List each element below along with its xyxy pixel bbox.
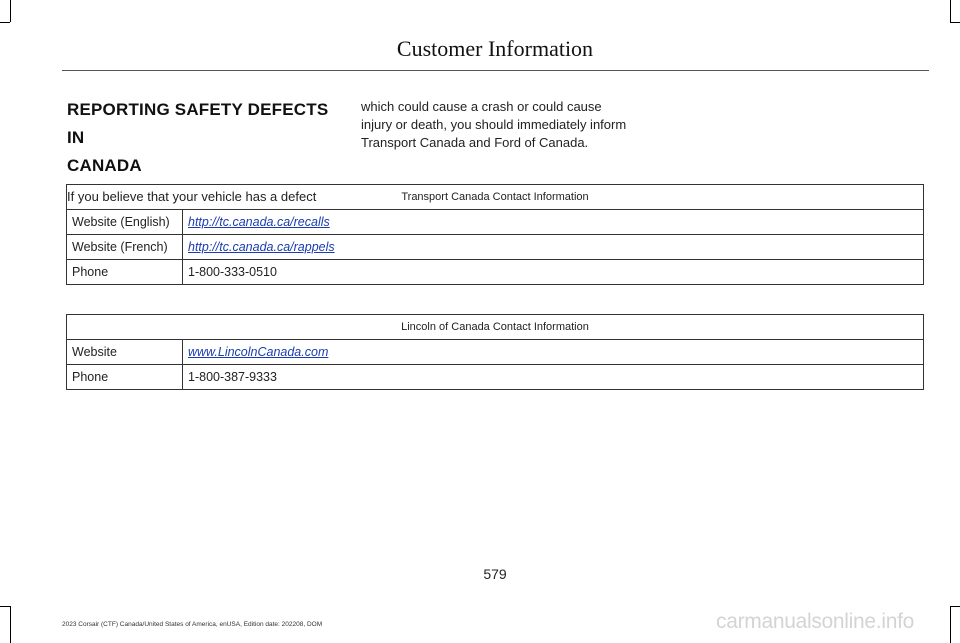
footer-edition-info: 2023 Corsair (CTF) Canada/United States of America, enUSA, Edition date: 202208, DOM: [62, 621, 323, 628]
lincoln-website-link[interactable]: www.LincolnCanada.com: [188, 345, 329, 359]
table-title: Transport Canada Contact Information: [67, 185, 924, 210]
transport-canada-table: [66, 184, 924, 285]
header-divider: [62, 70, 929, 71]
row-label: Phone: [67, 260, 183, 285]
row-label: Website (English): [67, 210, 183, 235]
crop-mark: [950, 606, 951, 643]
row-value: [183, 210, 924, 235]
lincoln-canada-table: [66, 314, 924, 390]
row-label: Phone: [67, 365, 183, 390]
page-number: 579: [483, 566, 507, 582]
rappels-link[interactable]: http://tc.canada.ca/rappels: [188, 240, 335, 254]
right-column: [361, 98, 629, 152]
row-value: [183, 340, 924, 365]
crop-mark: [950, 0, 951, 22]
row-value: 1-800-387-9333: [183, 365, 924, 390]
crop-mark: [0, 606, 10, 607]
watermark: carmanualsonline.info: [716, 610, 914, 633]
row-label: Website: [67, 340, 183, 365]
row-label: Website (French): [67, 235, 183, 260]
page-header-title: Customer Information: [396, 36, 594, 61]
table-title: Lincoln of Canada Contact Information: [67, 315, 924, 340]
section-heading-line2: CANADA: [67, 156, 142, 175]
table-row: [67, 340, 924, 365]
paragraph-left: If you believe that your vehicle has a defect: [67, 189, 317, 204]
table-row: [67, 260, 924, 285]
paragraph-right: which could cause a crash or could cause injury or death, you should immediately inform Transport Canada and Ford of Canada.: [361, 99, 627, 150]
crop-mark: [0, 22, 10, 23]
crop-mark: [950, 22, 960, 23]
table-row: [67, 365, 924, 390]
recalls-link[interactable]: http://tc.canada.ca/recalls: [188, 215, 330, 229]
row-value: 1-800-333-0510: [183, 260, 924, 285]
row-value: [183, 235, 924, 260]
crop-mark: [950, 606, 960, 607]
section-heading-line1: REPORTING SAFETY DEFECTS IN: [67, 100, 329, 147]
crop-mark: [10, 606, 11, 643]
table-row: [67, 210, 924, 235]
table-row: [67, 235, 924, 260]
crop-mark: [10, 0, 11, 22]
